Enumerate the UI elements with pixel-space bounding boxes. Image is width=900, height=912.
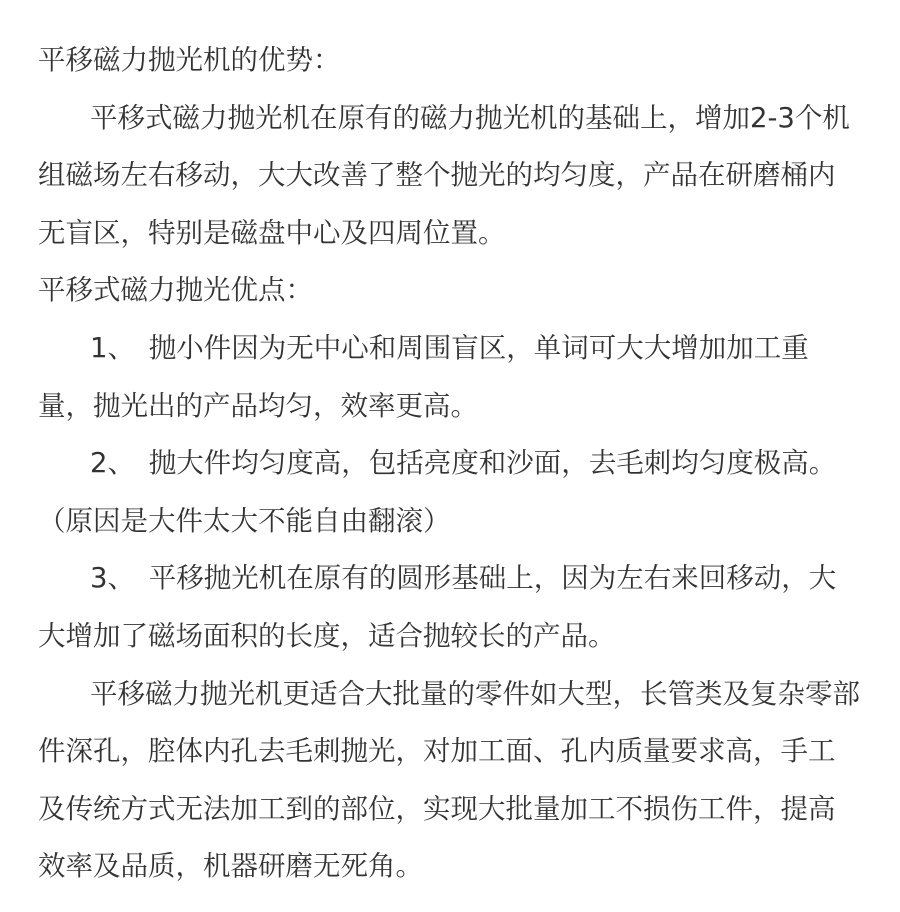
merit-point-1: 1、 抛小件因为无中心和周围盲区，单词可大大增加加工重量，抛光出的产品均匀，效率更高。: [38, 331, 809, 422]
article-body: [38, 32, 862, 896]
merit-point-3: 3、 平移抛光机在原有的圆形基础上，因为左右来回移动，大大增加了磁场面积的长度，适合抛较长的产品。: [38, 562, 837, 652]
advantages-heading: 平移磁力抛光机的优势：: [38, 44, 341, 76]
intro-paragraph: 平移式磁力抛光机在原有的磁力抛光机的基础上，增加2-3个机组磁场左右移动，大大改善了整个抛光的均匀度，产品在研磨桶内无盲区，特别是磁盘中心及四周位置。: [38, 101, 850, 249]
merits-heading: 平移式磁力抛光优点：: [38, 274, 313, 307]
merit-point-2: 2、 抛大件均匀度高，包括亮度和沙面，去毛刺均匀度极高。（原因是大件太大不能自由翻滚）: [38, 447, 837, 537]
closing-paragraph: 平移磁力抛光机更适合大批量的零件如大型，长管类及复杂零部件深孔，腔体内孔去毛刺抛光，对加工面、孔内质量要求高，手工及传统方式无法加工到的部位，实现大批量加工不损伤工件，提高效率及品质，机器研磨无死角。: [38, 677, 860, 883]
